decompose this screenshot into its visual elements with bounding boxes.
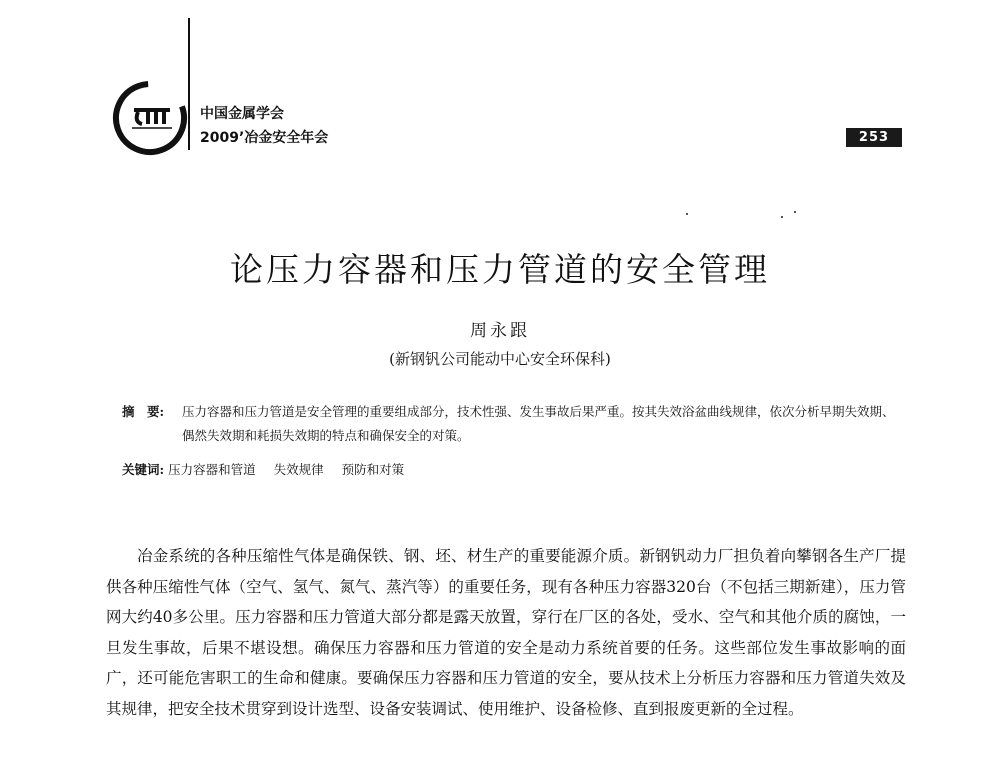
metallurgy-society-logo-icon	[108, 76, 192, 160]
keywords	[122, 458, 902, 482]
conference-name: 2009’冶金安全年会	[200, 130, 329, 146]
article-author: 周永跟	[470, 321, 530, 341]
keywords-label: 关键词:	[122, 462, 165, 477]
organization-name: 中国金属学会	[200, 106, 284, 122]
scan-speck	[686, 213, 688, 215]
author-affiliation: (新钢钒公司能动中心安全环保科)	[389, 350, 611, 368]
page-number-badge: 253	[846, 128, 902, 147]
article-title: 论压力容器和压力管道的安全管理	[230, 250, 770, 289]
scan-speck	[781, 216, 783, 218]
body-paragraph: 冶金系统的各种压缩性气体是确保铁、钢、坯、材生产的重要能源介质。新钢钒动力厂担负着向攀钢各生产厂提供各种压缩性气体（空气、氢气、氮气、蒸汽等）的重要任务，现有各种压力容器320台（不包括三期新建），压力管网大约40多公里。压力容器和压力管道大部分都是露天放置，穿行在厂区的各处，受水、空气和其他介质的腐蚀，一旦发生事故，后果不堪设想。确保压力容器和压力管道的安全是动力系统首要的任务。这些部位发生事故影响的面广，还可能危害职工的生命和健康。要确保压力容器和压力管道的安全，要从技术上分析压力容器和压力管道失效及其规律，把安全技术贯穿到设计选型、设备安装调试、使用维护、设备检修、直到报废更新的全过程。	[106, 547, 906, 718]
conference-header	[200, 102, 328, 150]
keyword-item: 压力容器和管道	[168, 462, 256, 477]
abstract-label: 摘 要:	[122, 404, 165, 419]
keyword-item: 预防和对策	[341, 462, 405, 477]
scan-speck	[794, 211, 796, 213]
abstract	[122, 400, 902, 448]
abstract-text: 压力容器和压力管道是安全管理的重要组成部分，技术性强、发生事故后果严重。按其失效浴盆曲线规律，依次分析早期失效期、偶然失效期和耗损失效期的特点和确保安全的对策。	[182, 404, 895, 443]
keyword-item: 失效规律	[273, 462, 324, 477]
